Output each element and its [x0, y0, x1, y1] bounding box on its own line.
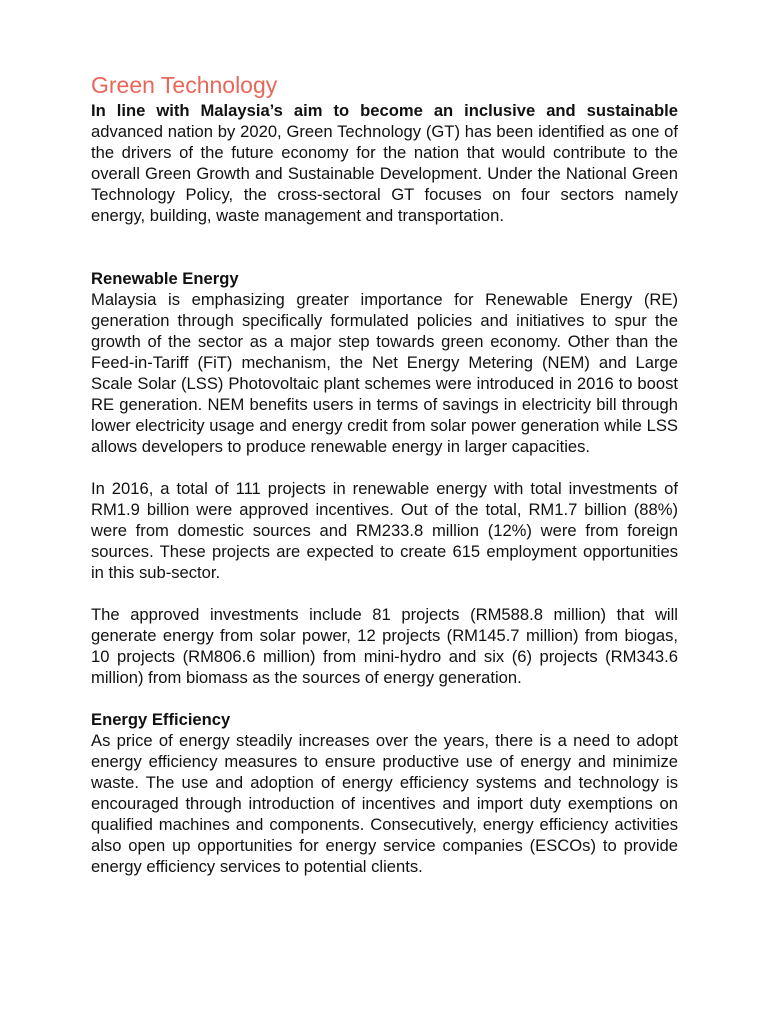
section-renewable-energy	[91, 268, 678, 688]
section-spacer	[91, 688, 678, 709]
section-spacer	[91, 226, 678, 268]
section-heading: Renewable Energy	[91, 269, 239, 288]
section-paragraph: In 2016, a total of 111 projects in renewable energy with total investments of RM1.9 billion were approved incentives. Out of the total, RM1.7 billion (88%) were from domestic sources and RM233.8 million (12%) were from foreign sources. These projects are expected to create 615 employment opportunities in this sub-sector.	[91, 479, 678, 582]
intro-body-text: advanced nation by 2020, Green Technology (GT) has been identified as one of the drivers of the future economy for the nation that would contribute to the overall Green Growth and Sustainable Development. Under the National Green Technology Policy, the cross-sectoral GT focuses on four sectors namely energy, building, waste management and transportation.	[91, 122, 678, 225]
section-paragraph: The approved investments include 81 projects (RM588.8 million) that will generate energy from solar power, 12 projects (RM145.7 million) from biogas, 10 projects (RM806.6 million) from mini-hydro and six (6) projects (RM343.6 million) from biomass as the sources of energy generation.	[91, 605, 678, 687]
paragraph-spacer	[91, 583, 678, 604]
intro-lead-text: In line with Malaysia’s aim to become an inclusive and sustainable	[91, 101, 678, 120]
section-paragraph: As price of energy steadily increases over the years, there is a need to adopt energy efficiency measures to ensure productive use of energy and minimize waste. The use and adoption of energy efficiency systems and technology is encouraged through introduction of incentives and import duty exemptions on qualified machines and components. Consecutively, energy efficiency activities also open up opportunities for energy service companies (ESCOs) to provide energy efficiency services to potential clients.	[91, 731, 678, 876]
document-page	[91, 70, 678, 877]
section-paragraph: Malaysia is emphasizing greater importance for Renewable Energy (RE) generation through specifically formulated policies and initiatives to spur the growth of the sector as a major step towards green economy. Other than the Feed-in-Tariff (FiT) mechanism, the Net Energy Metering (NEM) and Large Scale Solar (LSS) Photovoltaic plant schemes were introduced in 2016 to boost RE generation. NEM benefits users in terms of savings in electricity bill through lower electricity usage and energy credit from solar power generation while LSS allows developers to produce renewable energy in larger capacities.	[91, 290, 678, 456]
document-title: Green Technology	[91, 72, 278, 98]
intro-paragraph	[91, 100, 678, 226]
paragraph-spacer	[91, 457, 678, 478]
section-energy-efficiency	[91, 709, 678, 877]
section-heading: Energy Efficiency	[91, 710, 231, 729]
